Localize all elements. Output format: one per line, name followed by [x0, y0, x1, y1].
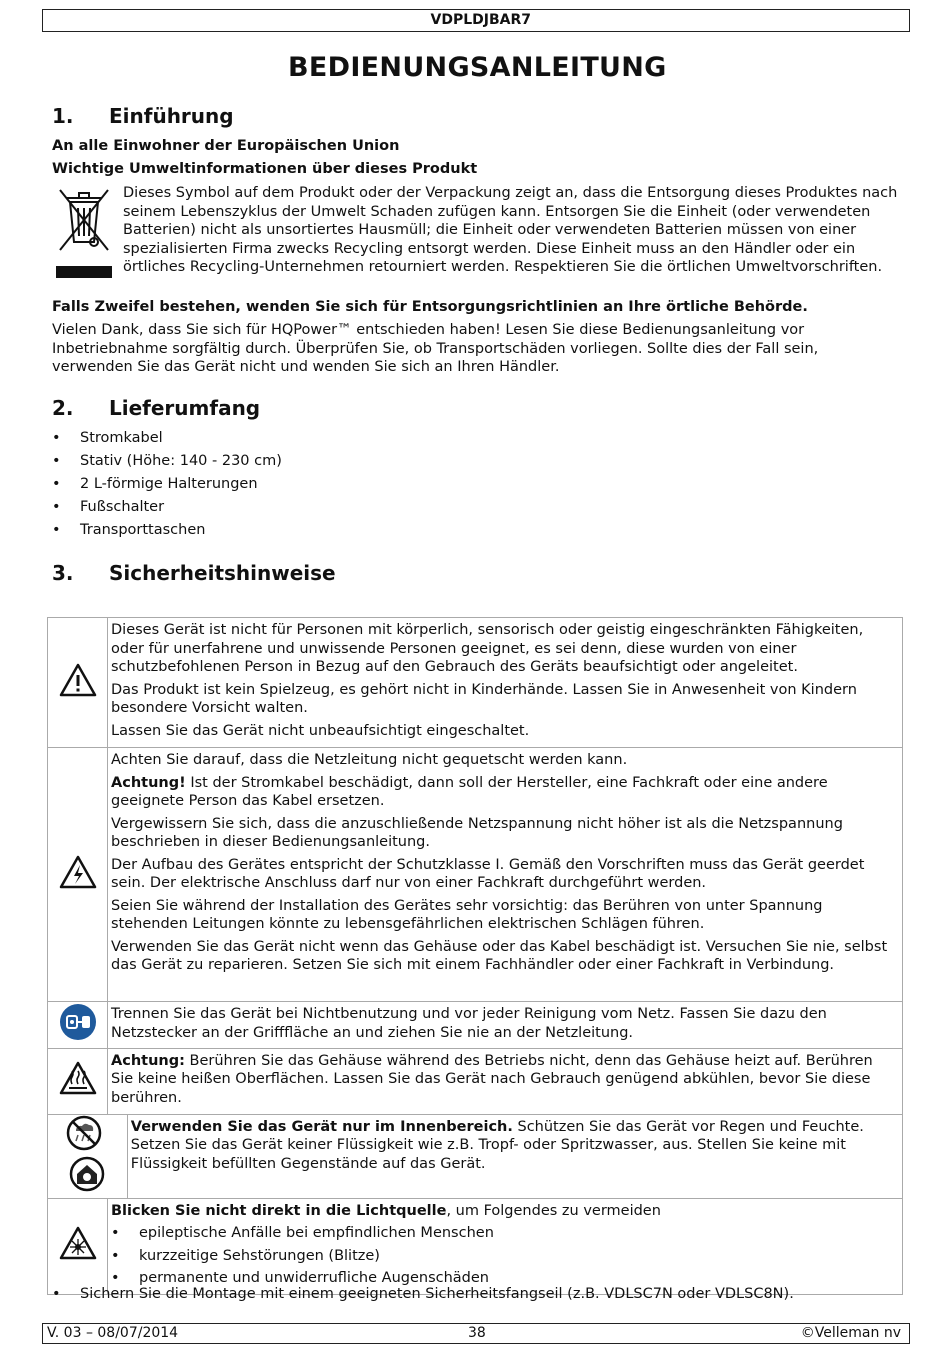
section-2-heading [52, 396, 260, 420]
safety-text: Lassen Sie das Gerät nicht unbeaufsichtigt eingeschaltet. [111, 722, 530, 739]
safety-text: Achtung! Ist der Stromkabel beschädigt, dann soll der Hersteller, eine Fachkraft oder eine andere geeignete Person das Kabel ersetzen. [111, 774, 828, 809]
table-row [48, 618, 903, 748]
page-header [42, 9, 910, 32]
section-3-heading [52, 561, 336, 585]
section-number: 3. [52, 561, 74, 585]
hot-surface-icon [58, 1060, 98, 1096]
safety-text: Das Produkt ist kein Spielzeug, es gehört nicht in Kinderhände. Lassen Sie in Anwesenheit von Kindern besondere Vorsicht walten. [111, 681, 857, 716]
page-footer [42, 1323, 910, 1344]
list-item: • Sichern Sie die Montage mit einem geeigneten Sicherheitsfangseil (z.B. VDLSC7N oder VDLSC8N). [52, 1286, 794, 1302]
env-heading: Wichtige Umweltinformationen über dieses Produkt [52, 161, 478, 177]
safety-text: Blicken Sie nicht direkt in die Lichtquelle, um Folgendes zu vermeiden [111, 1202, 661, 1219]
list-item: • Transporttaschen [52, 522, 206, 538]
safety-table [47, 617, 903, 1295]
safety-text: Der Aufbau des Gerätes entspricht der Schutzklasse I. Gemäß den Vorschriften muss das Gerät geerdet sein. Der elektrische Anschluss darf nur von einer Fachkraft durchgeführt werden. [111, 856, 865, 891]
section-title: Lieferumfang [109, 396, 261, 420]
page-title: BEDIENUNGSANLEITUNG [288, 52, 667, 83]
model-number: VDPLDJBAR7 [430, 12, 531, 28]
weee-bar [56, 266, 112, 278]
list-item: • Fußschalter [52, 499, 165, 515]
laser-warning-icon [58, 1225, 98, 1261]
indoor-use-icon [69, 1156, 105, 1192]
section-title: Sicherheitshinweise [109, 561, 336, 585]
table-row [48, 1048, 903, 1114]
safety-text: Achten Sie darauf, dass die Netzleitung nicht gequetscht werden kann. [111, 752, 628, 768]
safety-text: Dieses Gerät ist nicht für Personen mit körperlich, sensorisch oder geistig eingeschränkten Fähigkeiten, oder für unerfahrene und unwissende Personen geeignet, es sei denn, diese wurden von einer schutzbefohlenen Person in Bezug auf den Gebrauch des Geräts beaufsichtigt oder angeleitet. [111, 622, 864, 675]
safety-text: Trennen Sie das Gerät bei Nichtbenutzung und vor jeder Reinigung vom Netz. Fassen Sie dazu den Netzstecker an der Grifffläche an und ziehen Sie nie an der Netzleitung. [111, 1006, 827, 1041]
list-item: • Stromkabel [52, 430, 163, 446]
table-row [48, 1114, 903, 1198]
section-number: 2. [52, 396, 74, 420]
thanks-text: Vielen Dank, dass Sie sich für HQPower™ entschieden haben! Lesen Sie diese Bedienungsanleitung vor Inbetriebnahme sorgfältig durch. Überprüfen Sie, ob Transportschäden vorliegen. Sollte dies der Fall sein, verwenden Sie das Gerät nicht und wenden Sie sich an Ihren Händler. [52, 322, 819, 375]
no-rain-icon [66, 1115, 102, 1151]
section-title: Einführung [109, 104, 234, 128]
safety-text: Verwenden Sie das Gerät nicht wenn das Gehäuse oder das Kabel beschädigt ist. Versuchen Sie nie, selbst das Gerät zu reparieren. Setzen Sie sich mit einem Fachhändler oder einer Fachkraft in Verbindung. [111, 938, 888, 973]
disposal-note: Falls Zweifel bestehen, wenden Sie sich für Entsorgungsrichtlinien an Ihre örtliche Behörde. [52, 299, 808, 315]
version-label: V. 03 – 08/07/2014 [47, 1325, 179, 1341]
electric-hazard-icon [58, 854, 98, 890]
copyright: ©Velleman nv [800, 1325, 901, 1341]
list-item: • epileptische Anfälle bei empfindlichen Menschen [111, 1225, 494, 1241]
table-row [48, 748, 903, 1002]
list-item: • 2 L-förmige Halterungen [52, 476, 258, 492]
table-row [48, 1198, 903, 1294]
safety-text: Verwenden Sie das Gerät nur im Innenbereich. Schützen Sie das Gerät vor Regen und Feuchte. Setzen Sie das Gerät keiner Flüssigkeit wie z.B. Tropf- oder Spritzwasser, aus. Stellen Sie keine mit Flüssigkeit befüllten Gegenstände auf das Gerät. [130, 1118, 864, 1172]
warning-icon [58, 662, 98, 698]
list-item: • kurzzeitige Sehstörungen (Blitze) [111, 1247, 380, 1264]
section-1-heading [52, 104, 234, 128]
safety-text: Vergewissern Sie sich, dass die anzuschließende Netzspannung nicht höher ist als die Netzspannung beschrieben in dieser Bedienungsanleitung. [111, 815, 843, 850]
eu-heading: An alle Einwohner der Europäischen Union [52, 138, 400, 154]
safety-text: Achtung: Berühren Sie das Gehäuse während des Betriebs nicht, denn das Gehäuse heizt auf. Berühren Sie keine heißen Oberflächen. Lassen Sie das Gerät nach Gebrauch genügend abkühlen, bevor Sie diese berühren. [111, 1052, 873, 1106]
weee-bin-icon [52, 184, 116, 254]
table-row [48, 1002, 903, 1049]
unplug-icon [58, 1002, 98, 1042]
list-item: • permanente und unwiderrufliche Augenschäden [111, 1270, 489, 1286]
page-number: 38 [468, 1325, 486, 1341]
list-item: • Stativ (Höhe: 140 - 230 cm) [52, 453, 282, 469]
section-number: 1. [52, 104, 74, 128]
safety-text: Seien Sie während der Installation des Gerätes sehr vorsichtig: das Berühren von unter Spannung stehenden Leitungen könnte zu lebensgefährlichen elektrischen Schlägen führen. [111, 897, 823, 932]
weee-text: Dieses Symbol auf dem Produkt oder der Verpackung zeigt an, dass die Entsorgung dieses Produktes nach seinem Lebenszyklus der Umwelt Schaden zufügen kann. Entsorgen Sie die Einheit (oder verwendeten Batterien) nicht als unsortiertes Hausmüll; die Einheit oder verwendeten Batterien müssen von einer spezialisierten Firma zwecks Recycling entsorgt werden. Diese Einheit muss an den Händler oder ein örtliches Recycling-Unternehmen retourniert werden. Respektieren Sie die örtlichen Umweltvorschriften. [123, 185, 898, 275]
